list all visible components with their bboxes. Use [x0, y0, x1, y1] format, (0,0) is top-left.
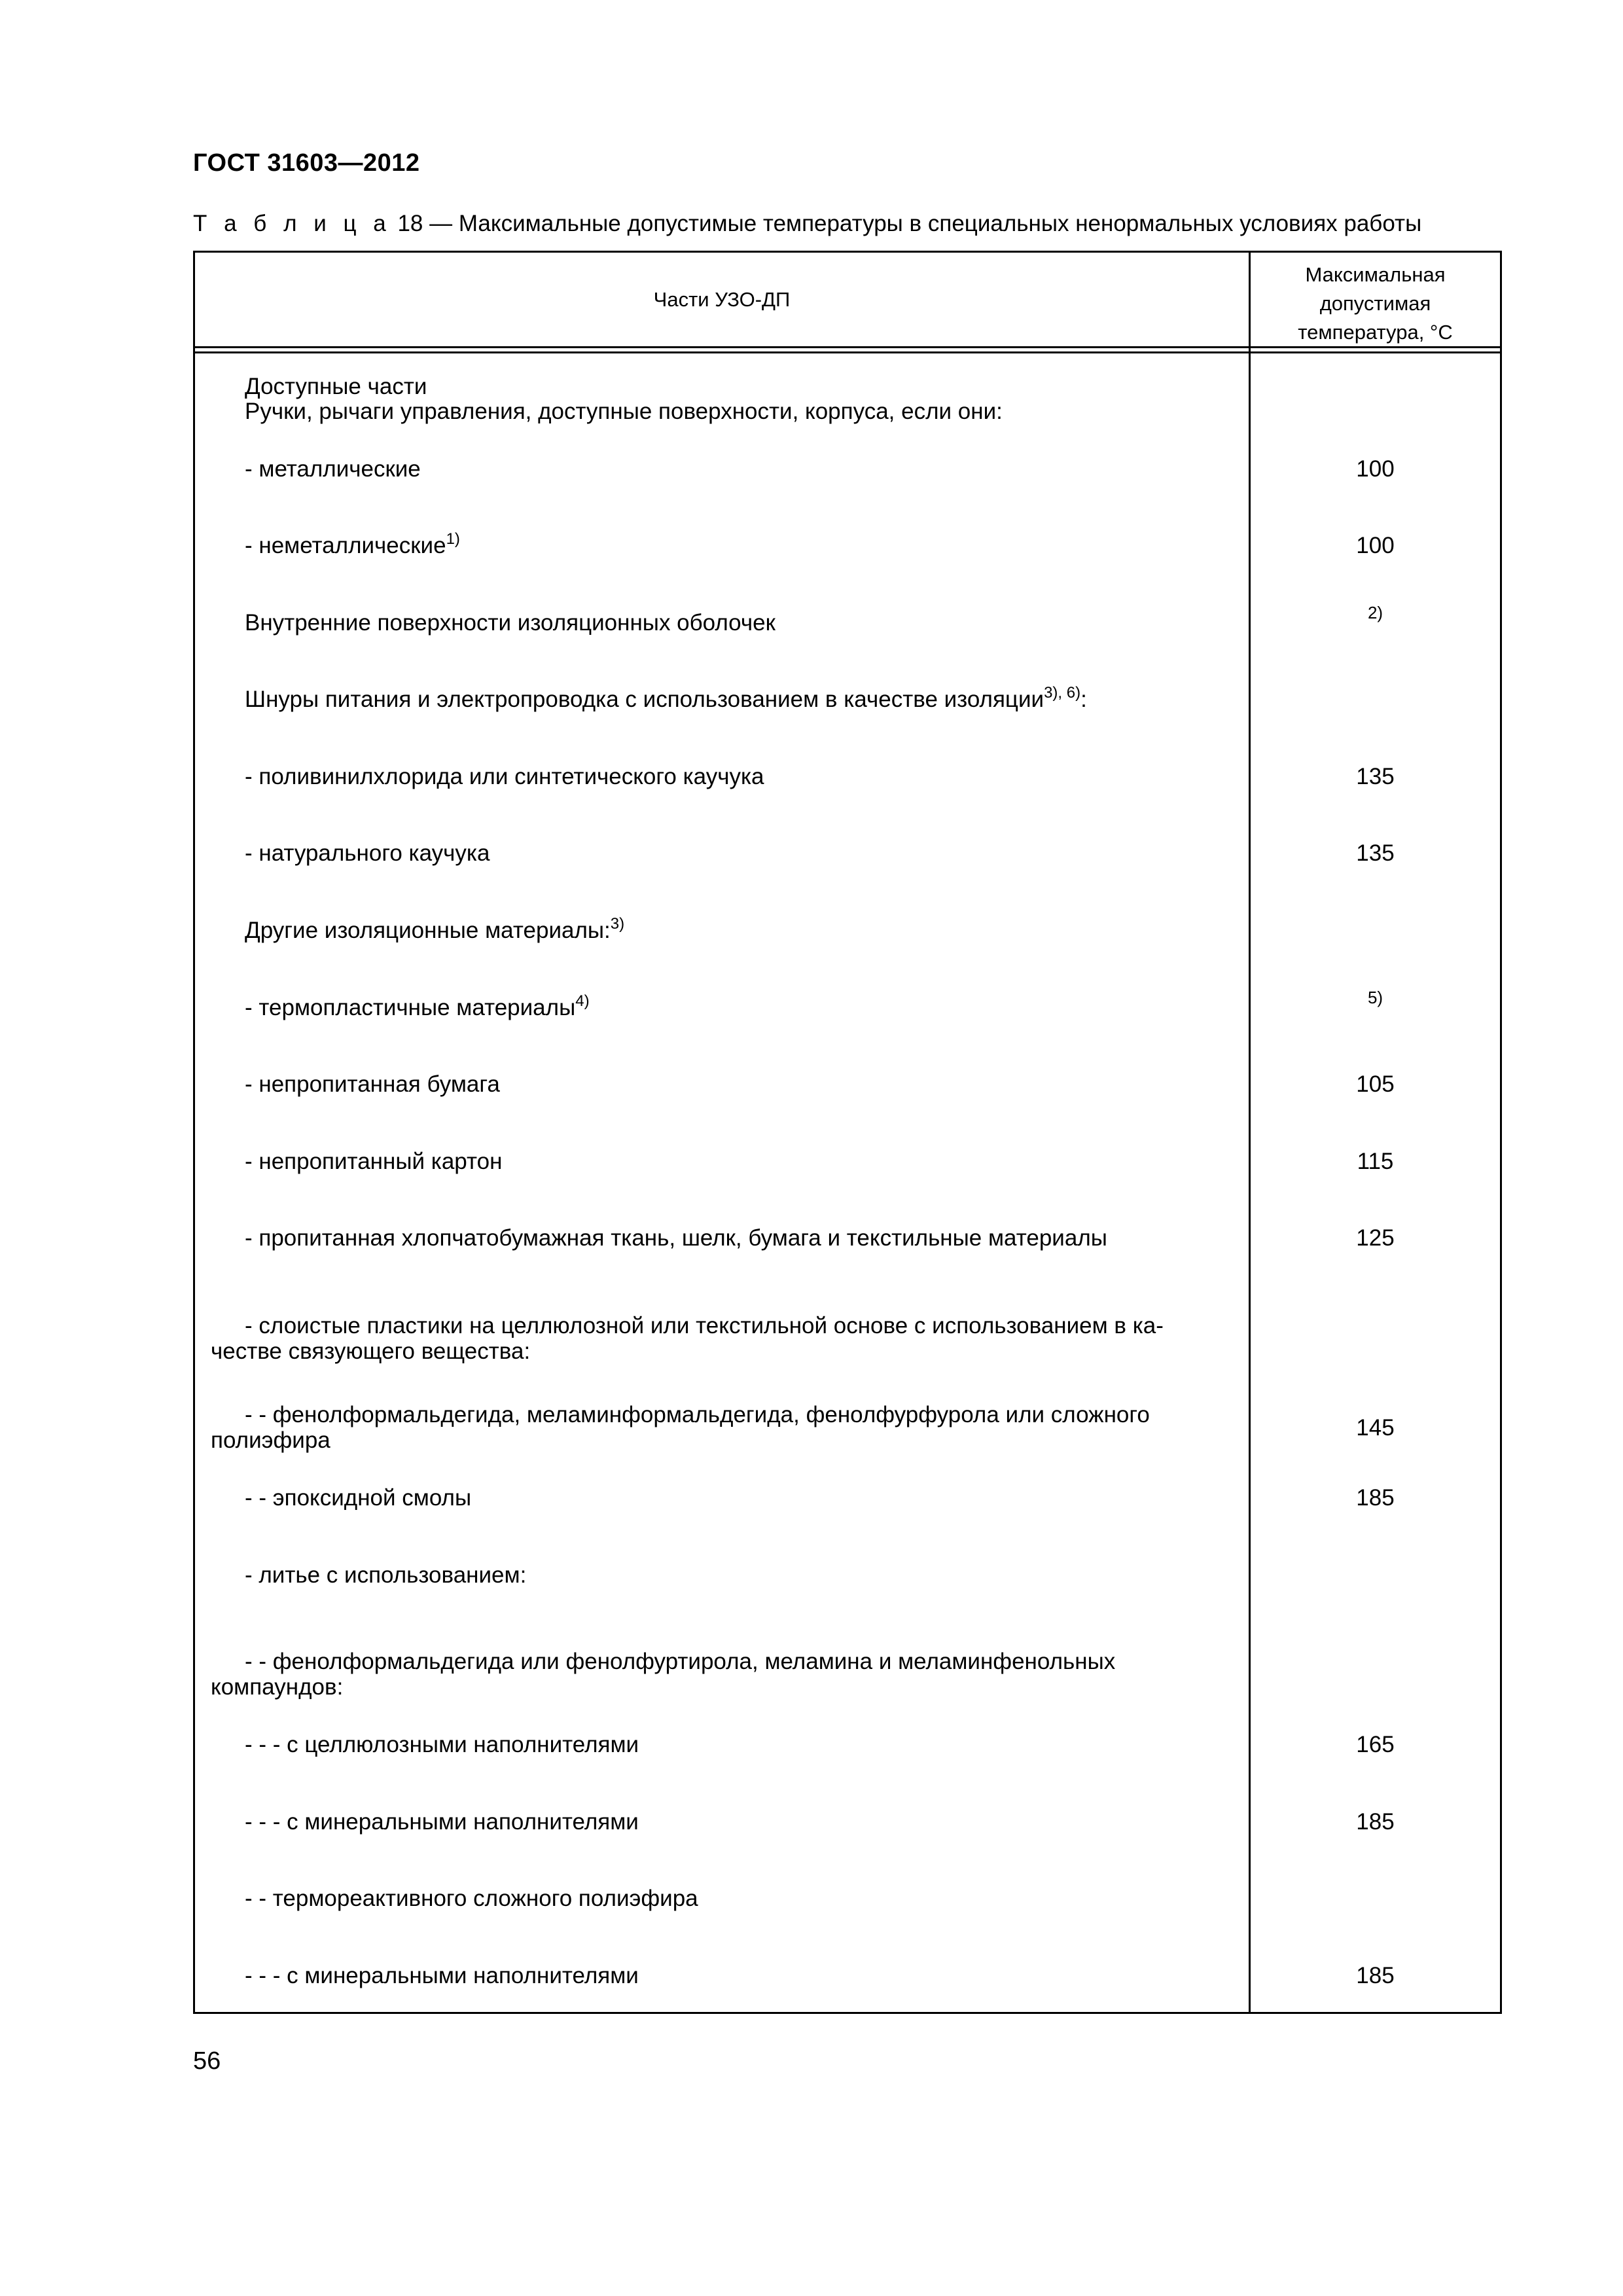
row-inner-surfaces: Внутренние поверхности изоляционных оболочек — [245, 610, 776, 636]
value-epoxy: 185 — [1356, 1485, 1395, 1511]
value-inner-surfaces: 2) — [1367, 603, 1383, 622]
footnote-ref: 1) — [446, 530, 460, 548]
row-paper: - непропитанная бумага — [245, 1071, 500, 1097]
row-thermoset-polyester: - - термореактивного сложного полиэфира — [245, 1886, 698, 1911]
table-caption-title: — Максимальные допустимые температуры в специальных ненормальных условиях работы — [429, 211, 1422, 236]
row-metallic: - металлические — [245, 456, 421, 482]
value-paper: 105 — [1356, 1071, 1395, 1097]
value-natural-rubber: 135 — [1356, 840, 1395, 866]
row-casting-phenol: - - фенолформальдегида или фенолфуртирола, меламина и меламинфенольных — [245, 1649, 1116, 1674]
page-number: 56 — [193, 2047, 221, 2075]
footnote-ref: 3) — [610, 915, 625, 933]
value-mineral-fillers: 185 — [1356, 1809, 1395, 1835]
header-temp-line-3: температура, °С — [1298, 321, 1453, 344]
row-casting-phenol-cont: компаундов: — [211, 1674, 344, 1700]
header-parts: Части УЗО-ДП — [653, 287, 791, 311]
row-other-insulation: Другие изоляционные материалы:$^{3)}$ — [245, 915, 625, 943]
row-cellulose-fillers: - - - с целлюлозными наполнителями — [245, 1732, 639, 1757]
row-mineral-fillers: - - - с минеральными наполнителями — [245, 1809, 639, 1835]
footnote-ref: 3), 6) — [1044, 684, 1081, 702]
value-pvc: 135 — [1356, 764, 1395, 789]
row-laminates-cont: честве связующего вещества: — [211, 1338, 531, 1364]
row-casting: - литье с использованием: — [245, 1562, 527, 1588]
row-cords: Шнуры питания и электропроводка с использованием в качестве изоляции$^{3), 6)}$: — [245, 684, 1087, 712]
row-impregnated-textile: - пропитанная хлопчатобумажная ткань, шелк, бумага и текстильные материалы — [245, 1225, 1107, 1251]
footnote-ref: 4) — [575, 992, 590, 1010]
row-phenol-formaldehyde-cont: полиэфира — [211, 1427, 330, 1453]
value-cellulose-fillers: 165 — [1356, 1732, 1395, 1757]
header-max-temperature — [1251, 260, 1500, 346]
table-caption — [193, 211, 1421, 237]
row-mineral-fillers-2: - - - с минеральными наполнителями — [245, 1963, 639, 1988]
value-impregnated-textile: 125 — [1356, 1225, 1395, 1251]
value-metallic: 100 — [1356, 456, 1395, 482]
row-accessible-parts: Доступные части — [245, 374, 427, 399]
row-natural-rubber: - натурального каучука — [245, 840, 490, 866]
document-code: ГОСТ 31603—2012 — [193, 149, 420, 177]
row-laminates: - слоистые пластики на целлюлозной или текстильной основе с использованием в ка- — [245, 1313, 1164, 1338]
header-temp-line-1: Максимальная — [1305, 263, 1446, 286]
row-nonmetallic: - неметаллические$^{1)}$ — [245, 530, 460, 558]
value-nonmetallic: 100 — [1356, 533, 1395, 558]
table-caption-label: Т а б л и ц а — [193, 211, 391, 236]
header-rule-double — [195, 351, 1500, 353]
header-temp-line-2: допустимая — [1319, 292, 1431, 315]
row-epoxy: - - эпоксидной смолы — [245, 1485, 472, 1511]
row-cardboard: - непропитанный картон — [245, 1149, 503, 1174]
value-mineral-fillers-2: 185 — [1356, 1963, 1395, 1988]
value-cardboard: 115 — [1357, 1149, 1394, 1174]
temperature-table — [193, 251, 1502, 2014]
row-handles: Ручки, рычаги управления, доступные поверхности, корпуса, если они: — [245, 399, 1003, 424]
row-pvc: - поливинилхлорида или синтетического каучука — [245, 764, 764, 789]
value-phenol-formaldehyde: 145 — [1356, 1415, 1395, 1441]
row-thermoplastic: - термопластичные материалы$^{4)}$ — [245, 992, 590, 1020]
row-phenol-formaldehyde: - - фенолформальдегида, меламинформальдегида, фенолфурфурола или сложного — [245, 1402, 1150, 1427]
value-thermoplastic: 5) — [1367, 988, 1383, 1007]
table-caption-number: 18 — [397, 211, 423, 236]
